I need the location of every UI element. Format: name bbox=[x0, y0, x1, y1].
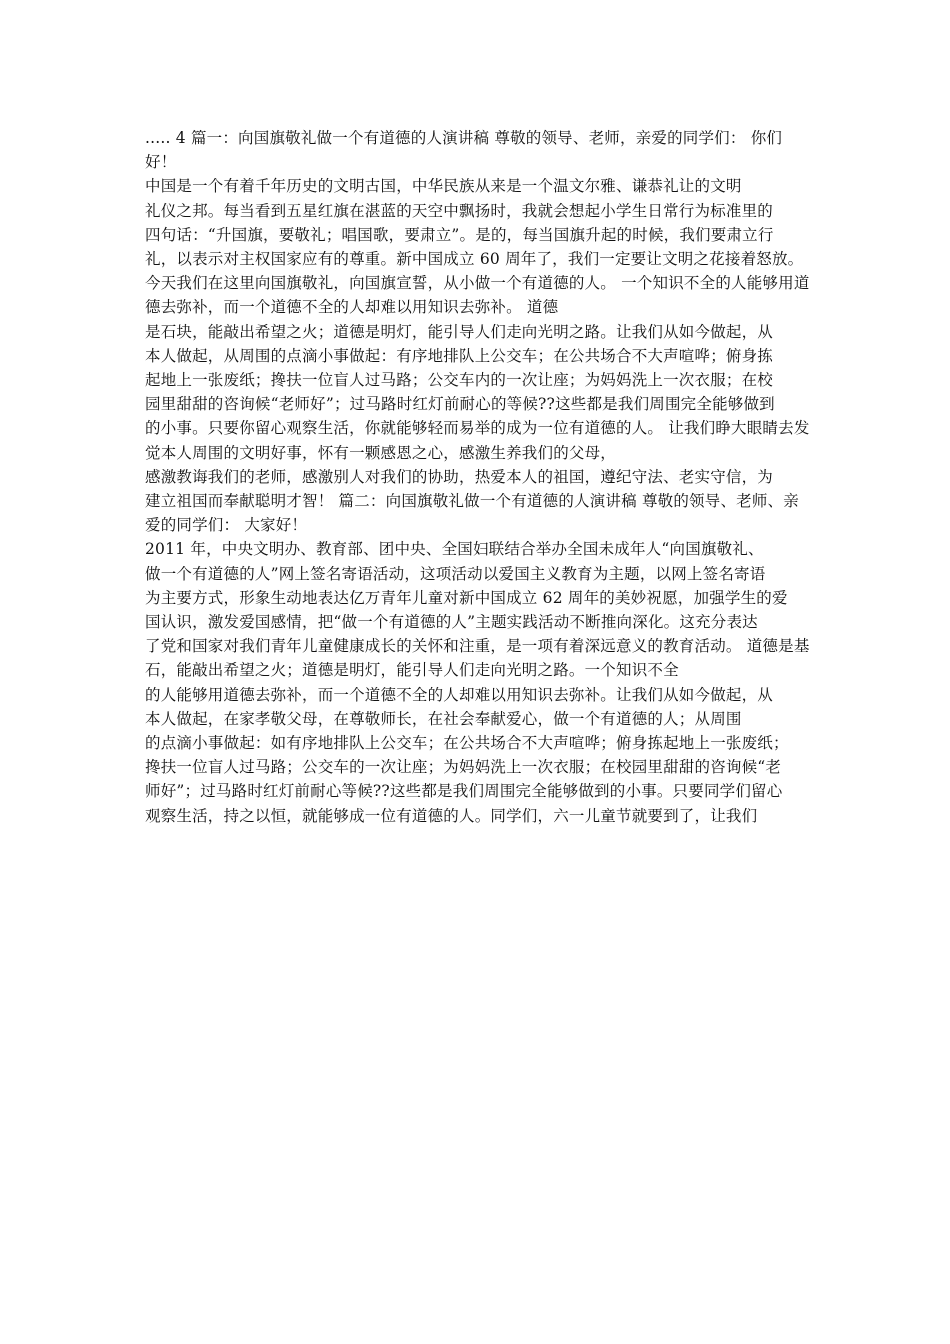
text-line: 师好”；过马路时红灯前耐心等候??这些都是我们周围完全能够做到的小事。只要同学们留心 bbox=[145, 782, 783, 801]
text-line: 本人做起，在家孝敬父母，在尊敬师长，在社会奉献爱心，做一个有道德的人；从周围 bbox=[145, 709, 742, 728]
text-line: 四句话：“升国旗，要敬礼；唱国歌，要肃立”。是的，每当国旗升起的时候，我们要肃立行 bbox=[145, 225, 774, 244]
text-line: 今天我们在这里向国旗敬礼，向国旗宣誓，从小做一个有道德的人。 一个知识不全的人能够用道德去弥补，而一个道德不全的人却难以用知识去弥补。 道德 bbox=[145, 274, 810, 317]
text-line: 起地上一张废纸；搀扶一位盲人过马路；公交车内的一次让座；为妈妈洗上一次衣服；在校 bbox=[145, 371, 774, 390]
text-line: 的小事。只要你留心观察生活，你就能够轻而易举的成为一位有道德的人。 让我们睁大眼睛去发觉本人周围的文明好事，怀有一颗感恩之心，感激生养我们的父母， bbox=[145, 419, 810, 462]
text-line: 礼，以表示对主权国家应有的尊重。新中国成立 60 周年了，我们一定要让文明之花接着怒放。 bbox=[145, 250, 804, 269]
text-line: 是石块，能敲出希望之火；道德是明灯，能引导人们走向光明之路。让我们从如今做起，从 bbox=[145, 322, 774, 341]
text-line: 做一个有道德的人”网上签名寄语活动，这项活动以爱国主义教育为主题，以网上签名寄语 bbox=[145, 564, 766, 583]
text-line: 中国是一个有着千年历史的文明古国，中华民族从来是一个温文尔雅、谦恭礼让的文明 bbox=[145, 177, 742, 196]
text-line: 的人能够用道德去弥补，而一个道德不全的人却难以用知识去弥补。让我们从如今做起，从 bbox=[145, 685, 774, 704]
text-line: 建立祖国而奉献聪明才智！ 篇二：向国旗敬礼做一个有道德的人演讲稿 尊敬的领导、老师、亲爱的同学们： 大家好！ bbox=[145, 492, 799, 535]
text-line: 观察生活，持之以恒，就能够成一位有道德的人。同学们，六一儿童节就要到了，让我们 bbox=[145, 806, 758, 825]
text-line: 本人做起，从周围的点滴小事做起：有序地排队上公交车；在公共场合不大声喧哗；俯身拣 bbox=[145, 346, 774, 365]
text-line: 感激教诲我们的老师，感激别人对我们的协助，热爱本人的祖国，遵纪守法、老实守信，为 bbox=[145, 467, 774, 486]
text-line: 礼仪之邦。每当看到五星红旗在湛蓝的天空中飘扬时，我就会想起小学生日常行为标准里的 bbox=[145, 201, 774, 220]
text-line: 了党和国家对我们青年儿童健康成长的关怀和注重，是一项有着深远意义的教育活动。 道德是基石，能敲出希望之火；道德是明灯，能引导人们走向光明之路。一个知识不全 bbox=[145, 637, 810, 680]
text-line: 的点滴小事做起：如有序地排队上公交车；在公共场合不大声喧哗；俯身拣起地上一张废纸； bbox=[145, 734, 789, 753]
text-line: ..... 4 篇一：向国旗敬礼做一个有道德的人演讲稿 尊敬的领导、老师，亲爱的同学们： 你们好！ bbox=[145, 129, 783, 172]
text-line: 搀扶一位盲人过马路；公交车的一次让座；为妈妈洗上一次衣服；在校园里甜甜的咨询候“老 bbox=[145, 758, 782, 777]
document-body-text bbox=[145, 126, 810, 828]
text-line: 国认识，激发爱国感情，把“做一个有道德的人”主题实践活动不断推向深化。这充分表达 bbox=[145, 613, 758, 632]
text-line: 2011 年，中央文明办、教育部、团中央、全国妇联结合举办全国未成年人“向国旗敬礼、 bbox=[145, 540, 764, 559]
text-line: 为主要方式，形象生动地表达亿万青年儿童对新中国成立 62 周年的美妙祝愿，加强学生的爱 bbox=[145, 588, 788, 607]
text-line: 园里甜甜的咨询候“老师好”；过马路时红灯前耐心的等候??这些都是我们周围完全能够做到 bbox=[145, 395, 775, 414]
